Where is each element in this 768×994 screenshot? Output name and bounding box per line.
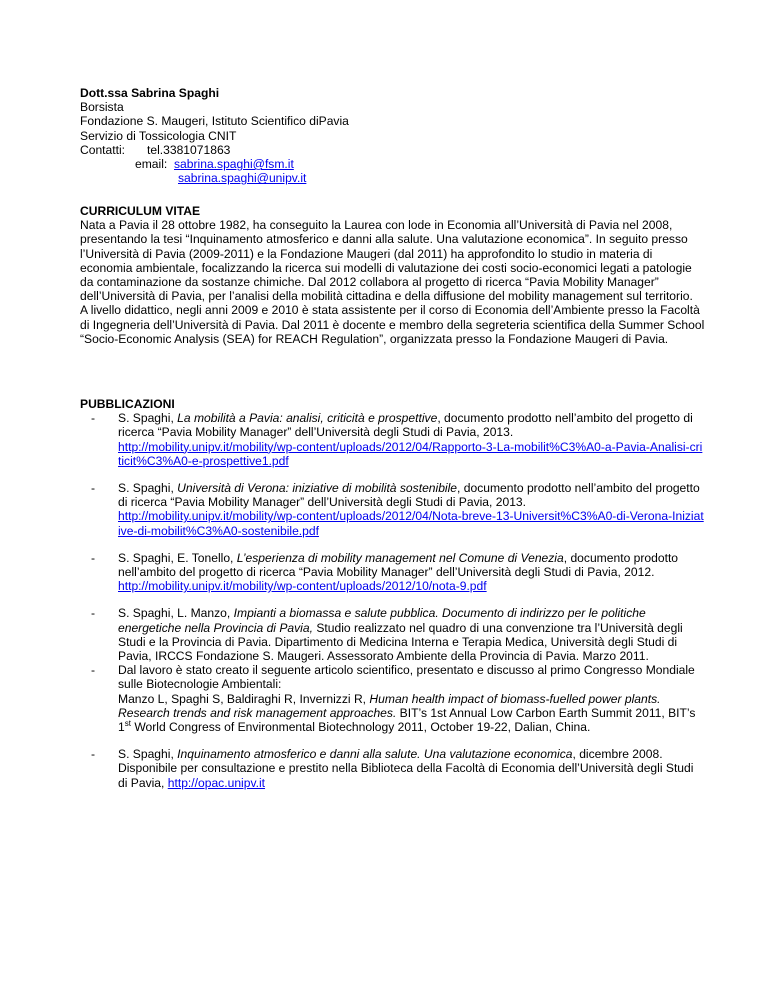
pub-title: Inquinamento atmosferico e danni alla salute. Una valutazione economica <box>177 747 573 762</box>
publication-item <box>80 551 705 594</box>
contacts-line <box>80 143 700 157</box>
email-label: email: <box>135 157 168 172</box>
pub-availability: Disponibile per consultazione e prestito nella Biblioteca della Facoltà di Economia dell’Università degli Studi di Pavia, <box>118 761 694 790</box>
pub-details: , documento prodotto nell’ambito del progetto di ricerca “Pavia Mobility Manager” dell’Università degli Studi di Pavia, 2013. <box>118 411 693 440</box>
cv-paragraph-2: A livello didattico, negli anni 2009 e 2010 è stata assistente per il corso di Economia dell’Ambiente presso la Facoltà di Ingegneria dell’Università di Pavia. Dal 2011 è docente e membro della segreteria scientifica della Summer School “Socio-Economic Analysis (SEA) for REACH Regulation”, organizzata presso la Fondazione Maugeri di Pavia. <box>80 303 705 346</box>
article-details-2: World Congress of Environmental Biotechnology 2011, October 19-22, Dalian, China. <box>130 720 591 735</box>
pub-title: Università di Verona: iniziative di mobilità sostenibile <box>177 481 458 496</box>
followup-text: Dal lavoro è stato creato il seguente articolo scientifico, presentato e discusso al primo Congresso Mondiale sulle Biotecnologie Ambientali: <box>118 663 695 692</box>
publication-item <box>80 606 705 734</box>
pub-authors: S. Spaghi, <box>118 481 178 496</box>
list-dash: - <box>91 747 96 762</box>
pub-authors: S. Spaghi, <box>118 747 178 762</box>
service: Servizio di Tossicologia CNIT <box>80 128 237 143</box>
pub-details: Studio realizzato nel quadro di una convenzione tra l’Università degli Studi e la Provincia di Pavia. Dipartimento di Medicina Interna e Terapia Medica, Università degli Studi di Pavia, IRCCS Fondazione S. Maugeri. Assessorato Ambiente della Provincia di Pavia. Marzo 2011. <box>118 620 683 664</box>
pub-details: , documento prodotto nell’ambito del progetto di ricerca “Pavia Mobility Manager” dell’Università degli Studi di Pavia, 2012. <box>118 550 679 580</box>
article-sup: st <box>124 719 131 729</box>
email-line <box>80 157 700 171</box>
email-line-2 <box>80 171 700 185</box>
curriculum-section <box>80 204 705 346</box>
publication-item <box>80 747 705 790</box>
pub-title: La mobilità a Pavia: analisi, criticità e prospettive <box>177 411 438 426</box>
organization: Fondazione S. Maugeri, Istituto Scientifico diPavia <box>80 114 349 129</box>
pub-title: L’esperienza di mobility management nel Comune di Venezia <box>236 550 564 565</box>
email-link-fsm[interactable]: sabrina.spaghi@fsm.it <box>174 157 294 172</box>
publication-item <box>80 481 705 538</box>
pub-authors: S. Spaghi, L. Manzo, <box>118 606 234 621</box>
pub-authors: S. Spaghi, <box>118 411 178 426</box>
pub-link[interactable]: http://mobility.unipv.it/mobility/wp-content/uploads/2012/04/Nota-breve-13-Universit%C3%A0-di-Verona-Iniziative-di-mobilit%C3%A0-sostenibile.pdf <box>118 509 704 538</box>
publications-section <box>80 397 705 790</box>
pub-title: Impianti a biomassa e salute pubblica. Documento di indirizzo per le politiche energetiche nella Provincia di Pavia, <box>118 606 646 635</box>
publication-item <box>80 411 705 468</box>
contacts-label: Contatti: <box>80 142 126 157</box>
cv-paragraph-1: Nata a Pavia il 28 ottobre 1982, ha conseguito la Laurea con lode in Economia all’Università di Pavia nel 2008, presentando la tesi “Inquinamento atmosferico e danni alla salute. Una valutazione economica”. In seguito presso l’Università di Pavia (2009-2011) e la Fondazione Maugeri (dal 2011) ha approfondito lo studio in materia di economia ambientale, focalizzando la ricerca sui modelli di valutazione dei costi socio-economici legati a patologie da contaminazione da sostanze chimiche. Dal 2012 collabora al progetto di ricerca “Pavia Mobility Manager” dell’Università di Pavia, per l’analisi della mobilità cittadina e della diffusione del mobility management sul territorio. <box>80 218 693 304</box>
telephone: tel.3381071863 <box>147 142 231 157</box>
email-link-unipv[interactable]: sabrina.spaghi@unipv.it <box>178 171 307 186</box>
person-name: Dott.ssa Sabrina Spaghi <box>80 86 220 100</box>
list-dash: - <box>91 663 96 678</box>
cv-heading: CURRICULUM VITAE <box>80 204 201 218</box>
list-dash: - <box>91 606 96 621</box>
pub-details: , documento prodotto nell’ambito del progetto di ricerca “Pavia Mobility Manager” dell’Università degli Studi di Pavia, 2013. <box>118 481 700 510</box>
list-dash: - <box>91 550 96 565</box>
contact-header <box>80 86 700 185</box>
pub-followup <box>91 663 705 735</box>
article-details: BIT’s 1st Annual Low Carbon Earth Summit 2011, BIT’s 1 <box>118 705 696 735</box>
pub-details: , dicembre 2008. <box>572 747 663 762</box>
pub-link[interactable]: http://opac.unipv.it <box>167 775 266 790</box>
pub-authors: S. Spaghi, E. Tonello, <box>118 550 237 565</box>
person-role: Borsista <box>80 100 124 115</box>
article-title: Human health impact of biomass-fuelled power plants. Research trends and risk management approaches. <box>118 691 661 720</box>
pub-link[interactable]: http://mobility.unipv.it/mobility/wp-content/uploads/2012/10/nota-9.pdf <box>118 579 487 594</box>
pub-link[interactable]: http://mobility.unipv.it/mobility/wp-content/uploads/2012/04/Rapporto-3-La-mobilit%C3%A0-a-Pavia-Analisi-criticit%C3%A0-e-prospettive1.pdf <box>118 439 703 468</box>
list-dash: - <box>91 411 96 426</box>
article-authors: Manzo L, Spaghi S, Baldiraghi R, Invernizzi R, <box>118 691 370 706</box>
publications-heading: PUBBLICAZIONI <box>80 397 175 411</box>
list-dash: - <box>91 481 96 496</box>
